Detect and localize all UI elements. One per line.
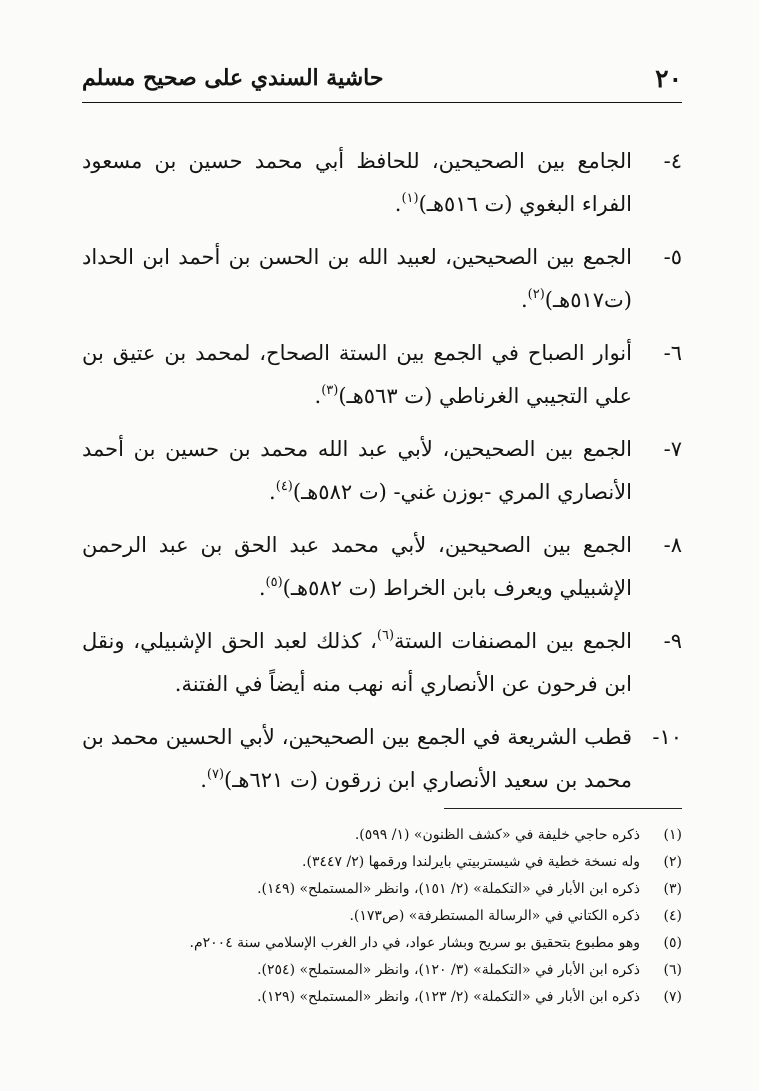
footnote-ref: (١) [401,191,419,206]
list-item-body: الجامع بين الصحيحين، للحافظ أبي محمد حسين بن مسعود الفراء البغوي (ت ٥١٦هـ) [82,149,632,216]
list-item [82,716,682,802]
list-item-number: ٦- [663,341,682,365]
page-number: ٢٠ [655,63,682,93]
footnote-text: ذكره الكتاني في «الرسالة المستطرفة» (ص١٧٣). [349,908,640,924]
list-item-tail: . [269,480,276,504]
list-item-body: أنوار الصباح في الجمع بين الستة الصحاح، لمحمد بن عتيق بن علي التجيبي الغرناطي (ت ٥٦٣هـ) [82,341,632,408]
footnote-number: (٦) [663,962,682,978]
footnote-ref: (٧) [206,767,225,782]
list-item-number: ٧- [663,437,682,461]
footnote-text: ذكره ابن الأبار في «التكملة» (٢/ ١٥١)، وانظر «المستملح» (١٤٩). [257,881,640,897]
footnote-divider [444,808,682,809]
list-item-number: ٥- [663,245,682,269]
list-item-body: الجمع بين الصحيحين، لعبيد الله بن الحسن بن أحمد ابن الحداد (ت٥١٧هـ) [82,245,632,312]
list-item [82,428,682,514]
footnotes [82,822,682,1011]
header-divider [82,102,682,103]
list-item-body: الجمع بين المصنفات الستة [394,629,632,653]
running-title: حاشية السندي على صحيح مسلم [82,65,384,91]
footnote-number: (٤) [663,908,682,924]
list-item-text [82,236,632,322]
footnote-number: (٧) [663,989,682,1005]
footnote [82,903,682,930]
footnote-number: (٢) [663,854,682,870]
footnote-ref: (٢) [527,287,545,302]
list-item-body: الجمع بين الصحيحين، لأبي محمد عبد الحق بن عبد الرحمن الإشبيلي ويعرف بابن الخراط (ت ٥٨٢هـ) [82,533,632,600]
list-item-number: ٩- [663,629,682,653]
list-item-text [82,620,632,706]
list-item [82,524,682,610]
list-item-number: ١٠- [652,725,682,749]
list-item-text [82,428,632,514]
list-item [82,140,682,226]
footnote [82,876,682,903]
list-item-number: ٨- [663,533,682,557]
footnote-text: ذكره ابن الأبار في «التكملة» (٣/ ١٢٠)، وانظر «المستملح» (٢٥٤). [257,962,640,978]
list-item [82,236,682,322]
footnote-number: (٣) [663,881,682,897]
footnote [82,957,682,984]
footnote-text: وله نسخة خطية في شيستربيتي بايرلندا ورقمها (٢/ ٣٤٤٧). [302,854,640,870]
footnote [82,930,682,957]
list-item-tail: . [258,576,266,600]
book-list [82,140,682,812]
footnote-text: وهو مطبوع بتحقيق بو سريح وبشار عواد، في دار الغرب الإسلامي سنة ٢٠٠٤م. [189,935,640,951]
footnote [82,984,682,1011]
list-item-text [82,524,632,610]
footnote-number: (٥) [663,935,682,951]
list-item-text [82,332,632,418]
list-item-body: قطب الشريعة في الجمع بين الصحيحين، لأبي الحسين محمد بن محمد بن سعيد الأنصاري ابن زرقون (ت ٦٢١هـ) [82,725,632,792]
footnote-number: (١) [663,827,682,843]
footnote-ref: (٦) [376,628,395,643]
footnote-text: ذكره ابن الأبار في «التكملة» (٢/ ١٢٣)، وانظر «المستملح» (١٢٩). [257,989,640,1005]
footnote [82,822,682,849]
list-item-text [82,140,632,226]
list-item-tail: . [520,288,528,312]
footnote-text: ذكره حاجي خليفة في «كشف الظنون» (١/ ٥٩٩). [354,827,640,843]
list-item-number: ٤- [663,149,682,173]
list-item-body: الجمع بين الصحيحين، لأبي عبد الله محمد بن حسين بن أحمد الأنصاري المري -بوزن غني- (ت ٥٨٢هـ) [82,437,632,504]
list-item-tail: . [200,768,207,792]
page-header [82,58,682,98]
list-item [82,332,682,418]
list-item [82,620,682,706]
footnote-ref: (٥) [265,575,283,590]
footnote [82,849,682,876]
list-item-tail: ، كذلك لعبد الحق الإشبيلي، ونقل ابن فرحون عن الأنصاري أنه نهب منه أيضاً في الفتنة. [82,629,632,696]
list-item-text [82,716,632,802]
list-item-tail: . [394,192,402,216]
footnote-ref: (٤) [275,479,293,494]
footnote-ref: (٣) [321,383,339,398]
list-item-tail: . [314,384,322,408]
